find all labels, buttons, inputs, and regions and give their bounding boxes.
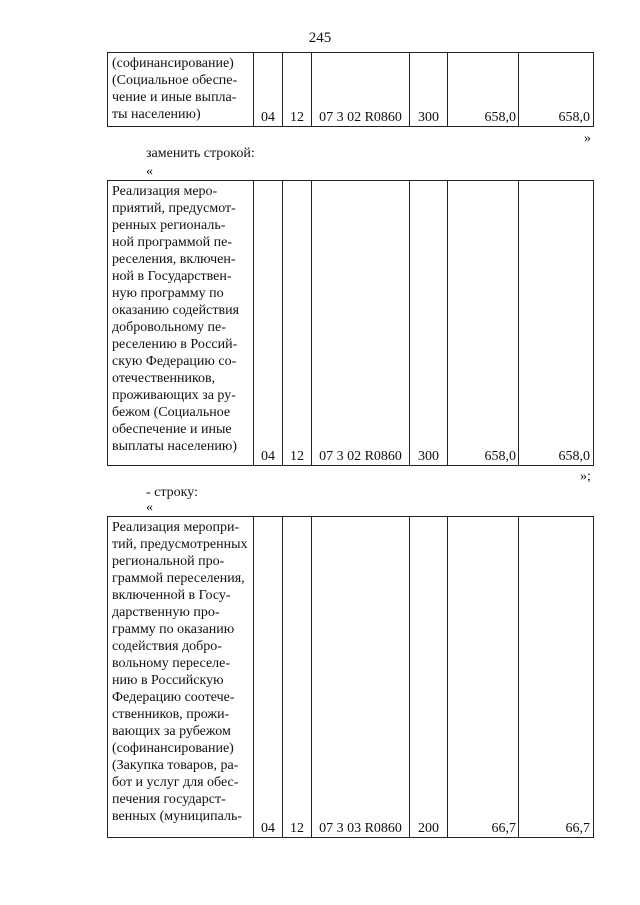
section-code: 04 (254, 517, 283, 838)
row-description: Реализация меро- приятий, предусмот- ренных региональ- ной программой пе- реселения, включен- ной в Государствен- ную программу по оказанию содействия добровольному пе- реселению в Россий- скую Федерацию со- отечественников, проживающих за ру- бежом (Социальное обеспечение и иные выплаты населению) (108, 181, 254, 466)
target-article-code: 07 3 03 R0860 (312, 517, 410, 838)
opening-quote: « (146, 164, 153, 179)
row-description: Реализация меропри- тий, предусмотренных региональной про- граммой переселения, включенной в Госу- дарственную про- грамму по оказанию содействия добро- вольному переселе- нию в Российскую Федерацию соотече- ственников, прожи- вающих за рубежом (софинансирование) (Закупка товаров, ра- бот и услуг для обес- печения государст- венных (муниципаль- (108, 517, 254, 838)
line-instruction: - строку: (146, 485, 198, 500)
amount-1: 658,0 (448, 181, 519, 466)
replace-instruction: заменить строкой: (146, 146, 255, 161)
amount-2: 66,7 (519, 517, 594, 838)
expense-type-code: 200 (410, 517, 448, 838)
target-article-code: 07 3 02 R0860 (312, 53, 410, 127)
table-row (108, 181, 594, 466)
closing-quote-semicolon: »; (580, 469, 591, 484)
closing-quote: » (584, 131, 591, 146)
amount-1: 66,7 (448, 517, 519, 838)
budget-table-1 (107, 52, 594, 127)
amount-2: 658,0 (519, 53, 594, 127)
opening-quote: « (146, 500, 153, 515)
target-article-code: 07 3 02 R0860 (312, 181, 410, 466)
section-code: 04 (254, 181, 283, 466)
subsection-code: 12 (283, 53, 312, 127)
amount-2: 658,0 (519, 181, 594, 466)
subsection-code: 12 (283, 517, 312, 838)
table-row (108, 517, 594, 838)
expense-type-code: 300 (410, 53, 448, 127)
budget-table-2 (107, 180, 594, 466)
page-number: 245 (308, 30, 332, 46)
table-row (108, 53, 594, 127)
row-description: (софинансирование) (Социальное обеспе- чение и иные выпла- ты населению) (108, 53, 254, 127)
budget-table-3 (107, 516, 594, 838)
section-code: 04 (254, 53, 283, 127)
subsection-code: 12 (283, 181, 312, 466)
amount-1: 658,0 (448, 53, 519, 127)
expense-type-code: 300 (410, 181, 448, 466)
